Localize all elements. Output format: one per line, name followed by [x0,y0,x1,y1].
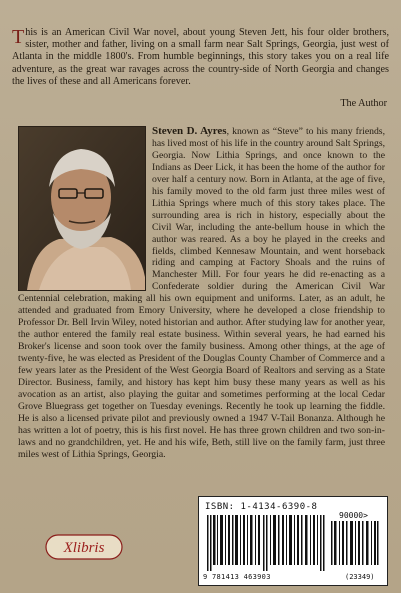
ean-barcode-bars [207,515,325,571]
addon-digits: (23349) [345,573,375,581]
bio-text: , known as “Steve” to his many friends, has lived most of his life in the country around Salt Springs, Georgia. Now Lithia Springs, and once known to the Indians as Deer Lick, it has been the home of the author for over half a century now. Born in Atlanta, at the age of five, his family moved to the old farm just three miles west of Lithia Springs where much of this story takes place. The surrounding area is rich in history, especially about the Civil War, including the ante-bellum house in which the author was reared. As a boy he played in the creeks and fields, climbed Kennesaw Mountain, and went horseback riding and camping at Factory Shoals and the ruins of Manchester Mill. For four years he did re-enacting as a Confederate soldier during the American Civil War Centennial celebration, making all his own equipment and uniforms. Later, as an adult, he attended and graduated from Emory University, where he developed a close friendship to Professor Dr. Bell Irvin Wiley, noted historian and author. After studying law for another year, the author entered the family real estate business. Within several years, he had earned his Broker's license and soon took over the family business. Among other things, at the age of twenty-five, he was elected as President of the Douglas County Chamber of Commerce and a few years later as the President of the West Georgia Board of Realtors and serving as a State Director. Business, family, and history has kept him busy these many years as well as his avocation as an artist, also playing the guitar and sometimes performing at the local Cedar Grove Bluegrass get together on Tuesday evenings. Recently he took up learning the fiddle. He is also a licensed private pilot and previously owned a 1947 V-Tail Bonanza. Although he has written a lot of poetry, this is his first novel. He has three grown children and two son-in-laws and no grandchildren, yet. He and his wife, Beth, still live on the family farm, just three miles west of Lithia Springs, Georgia. [18,126,386,460]
addon-number: 90000> [339,511,368,520]
barcode-digits: 9 781413 463903 [203,573,271,581]
intro-text: his is an American Civil War novel, about young Steven Jett, his four older brothers, sister, mother and father, living on a small farm near Salt Springs, Georgia, just west of Atlanta in the middle 1800's. From humble beginnings, this story takes you on a real life adventure, as the great war ravages across the country-side of North Georgia and changes the lives of these and all Americans forever. [12,27,389,87]
author-signature: The Author [340,98,387,109]
author-name: Steven D. Ayres [152,125,227,137]
photo-spacer [18,126,152,285]
addon-barcode-bars [331,521,379,565]
author-bio [18,126,385,461]
xlibris-logo-mark [44,533,124,561]
svg-text:Xlibris: Xlibris [63,540,105,556]
isbn-barcode [198,496,388,586]
intro-paragraph [12,27,389,88]
isbn-label: ISBN: 1-4134-6390-8 [205,502,318,512]
xlibris-logo [44,533,124,561]
drop-cap: T [12,26,25,48]
